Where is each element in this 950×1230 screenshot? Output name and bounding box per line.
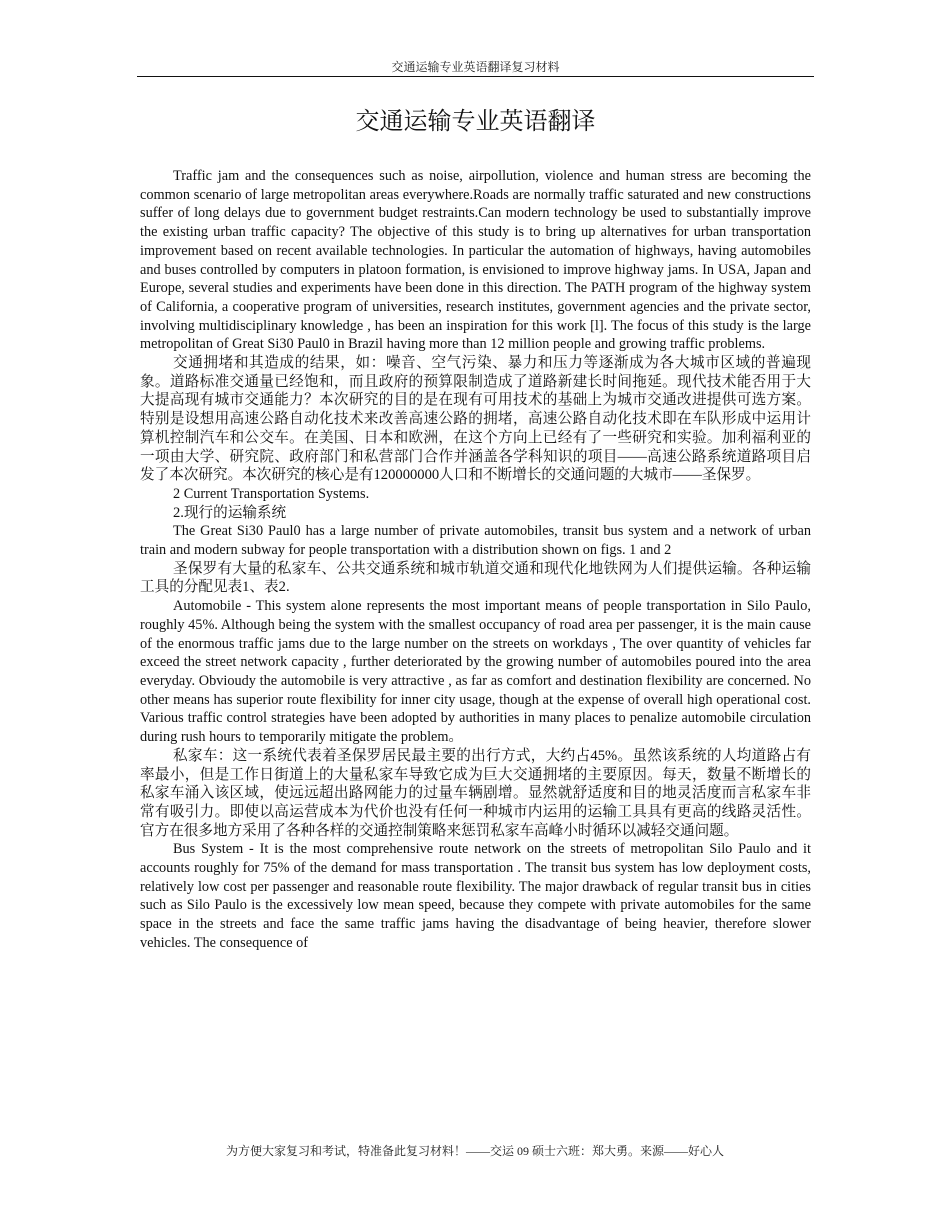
paragraph-bus-en: Bus System - It is the most comprehensive route network on the streets of metropolitan Silo Paulo and it accounts roughly for 75% of the demand for mass transportation . The transit bus system has low deployment costs, relatively low cost per passenger and reasonable route flexibility. The major drawback of regular transit bus in cities such as Silo Paulo is the excessively low mean speed, because they compete with private automobiles for the same space in the streets and face the same traffic jams having the disadvantage of being heavier, therefore slower vehicles. The consequence of [140,841,811,951]
section-heading-en: 2 Current Transportation Systems. [173,485,370,502]
paragraph-systems-en: The Great Si30 Paul0 has a large number of private automobiles, transit bus system and a network of urban train and modern subway for people transportation with a distribution shown on figs. 1 and 2 [140,523,811,559]
page-footer: 为方便大家复习和考试，特准备此复习材料！——交运 09 硕士六班：郑大勇。来源——好心人 [225,1144,724,1158]
section-heading-zh: 2.现行的运输系统 [173,504,287,521]
header-divider [137,76,814,77]
document-body [140,167,811,953]
paragraph-systems-zh: 圣保罗有大量的私家车、公共交通系统和城市轨道交通和现代化地铁网为人们提供运输。各种运输工具的分配见表1、表2. [140,560,811,596]
paragraph-automobile-en: Automobile - This system alone represents the most important means of people transportation in Silo Paulo, roughly 45%. Although being the system with the smallest occupancy of road area per passenger, it is the main cause of the enormous traffic jams due to the large number on the streets on workdays , The over quantity of vehicles far exceed the street network capacity , further deteriorated by the growing number of automobiles poured into the area everyday. Obvioudy the automobile is very attractive , as far as comfort and destination flexibility are concerned. No other means has superior route flexibility for inner city usage, though at the expense of overall high operational cost. Various traffic control strategies have been adopted by authorities in many places to penalize automobile circulation during rush hours to temporarily mitigate the problem。 [140,598,811,746]
paragraph-automobile-zh: 私家车：这一系统代表着圣保罗居民最主要的出行方式，大约占45%。虽然该系统的人均道路占有率最小，但是工作日街道上的大量私家车导致它成为巨大交通拥堵的主要原因。每天，数量不断增长的私家车涌入该区域，使远远超出路网能力的过量车辆剧增。显然就舒适度和目的地灵活度而言私家车非常有吸引力。即使以高运营成本为代价也没有任何一种城市内运用的运输工具具有更高的线路灵活性。官方在很多地方采用了各种各样的交通控制策略来惩罚私家车高峰小时循环以减轻交通问题。 [140,747,811,839]
paragraph-intro-zh: 交通拥堵和其造成的结果，如：噪音、空气污染、暴力和压力等逐渐成为各大城市区域的普遍现象。道路标准交通量已经饱和，而且政府的预算限制造成了道路新建长时间拖延。现代技术能否用于大大提高现有城市交通能力？本次研究的目的是在现有可用技术的基础上为城市交通改进提供可选方案。特别是设想用高速公路自动化技术来改善高速公路的拥堵，高速公路自动化技术即在车队形成中运用计算机控制汽车和公交车。在美国、日本和欧洲，在这个方向上已经有了一些研究和实验。加利福利亚的一项由大学、研究院、政府部门和私营部门合作并涵盖各学科知识的项目——高速公路系统道路项目启发了本次研究。本次研究的核心是有120000000人口和不断增长的交通问题的大城市——圣保罗。 [140,355,811,484]
running-header: 交通运输专业英语翻译复习材料 [391,60,560,74]
paragraph-intro-en: Traffic jam and the consequences such as noise, airpollution, violence and human stress are becoming the common scenario of large metropolitan areas everywhere.Roads are normally traffic saturated and new constructions suffer of long delays due to government budget restraints.Can modern technology be used to substantially improve the existing urban traffic capacity? The objective of this study is to bring up alternatives for urban transportation improvement based on recent available technologies. In particular the automation of highways, having automobiles and buses controlled by computers in platoon formation, is envisioned to improve highway jams. In USA, Japan and Europe, several studies and experiments have been done in this direction. The PATH program of the highway system of California, a cooperative program of universities, research institutes, government agencies and the private sector, involving multidisciplinary knowledge , has been an inspiration for this work [l]. The focus of this study is the large metropolitan of Great Si30 Paul0 in Brazil having more than 12 million people and growing traffic problems. [140,168,811,353]
document-title: 交通运输专业英语翻译 [355,109,596,135]
